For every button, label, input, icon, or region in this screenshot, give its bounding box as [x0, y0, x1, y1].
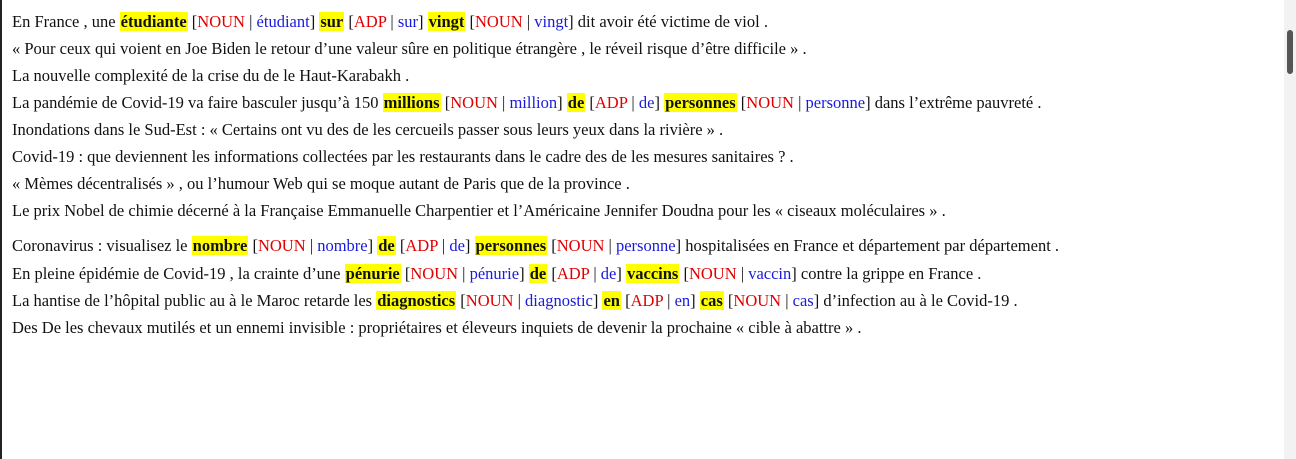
sentence-text: contre la grippe en France .	[796, 264, 982, 283]
sentence: La hantise de l’hôpital public au à le Maroc retarde les diagnostics [NOUN | diagnostic] en [ADP | en] cas [NOUN | cas] d’infection au à le Covid-19 .	[12, 291, 1018, 310]
vertical-scrollbar[interactable]	[1284, 0, 1296, 459]
sentence-text: La nouvelle complexité de la crise du de le Haut-Karabakh .	[12, 66, 410, 85]
pos-tag: NOUN	[746, 93, 794, 112]
pos-tag: ADP	[556, 264, 590, 283]
sentence	[12, 67, 1282, 84]
lemma: de	[449, 236, 465, 255]
sentence-list	[2, 0, 1282, 336]
lemma: de	[600, 264, 617, 283]
highlighted-word: personnes	[665, 93, 736, 112]
sentence	[12, 121, 1282, 138]
highlighted-word: nombre	[192, 236, 248, 255]
lemma: sur	[397, 12, 418, 31]
sentence-text: Covid-19 : que deviennent les informations collectées par les restaurants dans le cadre des de les mesures sanitaires ? .	[12, 147, 794, 166]
lemma: pénurie	[469, 264, 520, 283]
highlighted-word: de	[378, 236, 395, 255]
highlighted-word: étudiante	[120, 12, 187, 31]
lemma: en	[674, 291, 691, 310]
sentence-text: En France , une	[12, 12, 120, 31]
lemma: étudiant	[256, 12, 310, 31]
highlighted-word: sur	[320, 12, 344, 31]
sentence	[12, 319, 1282, 336]
sentence	[12, 148, 1282, 165]
pos-tag: NOUN	[410, 264, 459, 283]
sentence	[12, 202, 1282, 219]
sentence-text: dit avoir été victime de viol .	[573, 12, 768, 31]
lemma: vaccin	[748, 264, 792, 283]
highlighted-word: personnes	[475, 236, 547, 255]
sentence	[12, 40, 1282, 57]
highlighted-word: cas	[700, 291, 723, 310]
sentence: La pandémie de Covid-19 va faire basculer jusqu’à 150 millions [NOUN | million] de [ADP | de] personnes [NOUN | personne] dans l’extrême pauvreté .	[12, 93, 1042, 112]
pos-tag: NOUN	[465, 291, 514, 310]
sentence-text: dans l’extrême pauvreté .	[870, 93, 1042, 112]
sentence-text: La hantise de l’hôpital public au à le Maroc retarde les	[12, 291, 377, 310]
highlighted-word: en	[603, 291, 620, 310]
lemma: cas	[792, 291, 814, 310]
sentence-text: Inondations dans le Sud-Est : « Certains ont vu des de les cercueils passer sous leurs yeux dans la rivière » .	[12, 120, 724, 139]
sentence	[12, 175, 1282, 192]
highlighted-word: vaccins	[627, 264, 679, 283]
sentence-text: « Mèmes décentralisés » , ou l’humour Web qui se moque autant de Paris que de la province .	[12, 174, 630, 193]
sentence-text: « Pour ceux qui voient en Joe Biden le retour d’une valeur sûre en politique étrangère , le réveil risque d’être difficile » .	[12, 39, 807, 58]
pos-tag: NOUN	[556, 236, 605, 255]
sentence-text	[470, 236, 474, 255]
sentence-text	[424, 12, 428, 31]
lemma: million	[509, 93, 558, 112]
scrollbar-thumb[interactable]	[1287, 30, 1293, 74]
lemma: de	[638, 93, 655, 112]
sentence-text: En pleine épidémie de Covid-19 , la crainte d’une	[12, 264, 345, 283]
pos-tag: ADP	[594, 93, 628, 112]
pos-tag: ADP	[405, 236, 438, 255]
sentence: Coronavirus : visualisez le nombre [NOUN | nombre] de [ADP | de] personnes [NOUN | personne] hospitalisées en France et département par département .	[12, 236, 1060, 255]
lemma: personne	[805, 93, 866, 112]
highlighted-word: millions	[383, 93, 440, 112]
lemma: vingt	[534, 12, 569, 31]
pos-tag: NOUN	[688, 264, 737, 283]
sentence-text: Coronavirus : visualisez le	[12, 236, 192, 255]
sentence: En France , une étudiante [NOUN | étudiant] sur [ADP | sur] vingt [NOUN | vingt] dit avoir été victime de viol .	[12, 12, 768, 31]
sentence-text: Des De les chevaux mutilés et un ennemi invisible : propriétaires et éleveurs inquiets de devenir la prochaine « cible à abattre » .	[12, 318, 862, 337]
sentence-text: hospitalisées en France et département par département .	[681, 236, 1060, 255]
pos-tag: NOUN	[197, 12, 245, 31]
pos-tag: NOUN	[450, 93, 498, 112]
sentence-text: Le prix Nobel de chimie décerné à la Française Emmanuelle Charpentier et l’Américaine Jennifer Doudna pour les « ciseaux moléculaires » .	[12, 201, 946, 220]
pos-tag: NOUN	[475, 12, 523, 31]
highlighted-word: vingt	[428, 12, 465, 31]
pos-tag: NOUN	[733, 291, 782, 310]
pos-tag: NOUN	[257, 236, 306, 255]
pos-tag: ADP	[353, 12, 387, 31]
lemma: nombre	[317, 236, 368, 255]
highlighted-word: pénurie	[345, 264, 400, 283]
highlighted-word: diagnostics	[377, 291, 456, 310]
sentence: En pleine épidémie de Covid-19 , la crainte d’une pénurie [NOUN | pénurie] de [ADP | de] vaccins [NOUN | vaccin] contre la grippe en France .	[12, 264, 982, 283]
sentence-text: La pandémie de Covid-19 va faire basculer jusqu’à 150	[12, 93, 383, 112]
pos-tag: ADP	[630, 291, 664, 310]
lemma: diagnostic	[525, 291, 593, 310]
lemma: personne	[615, 236, 676, 255]
sentence-text: d’infection au à le Covid-19 .	[819, 291, 1018, 310]
highlighted-word: de	[529, 264, 547, 283]
highlighted-word: de	[567, 93, 585, 112]
